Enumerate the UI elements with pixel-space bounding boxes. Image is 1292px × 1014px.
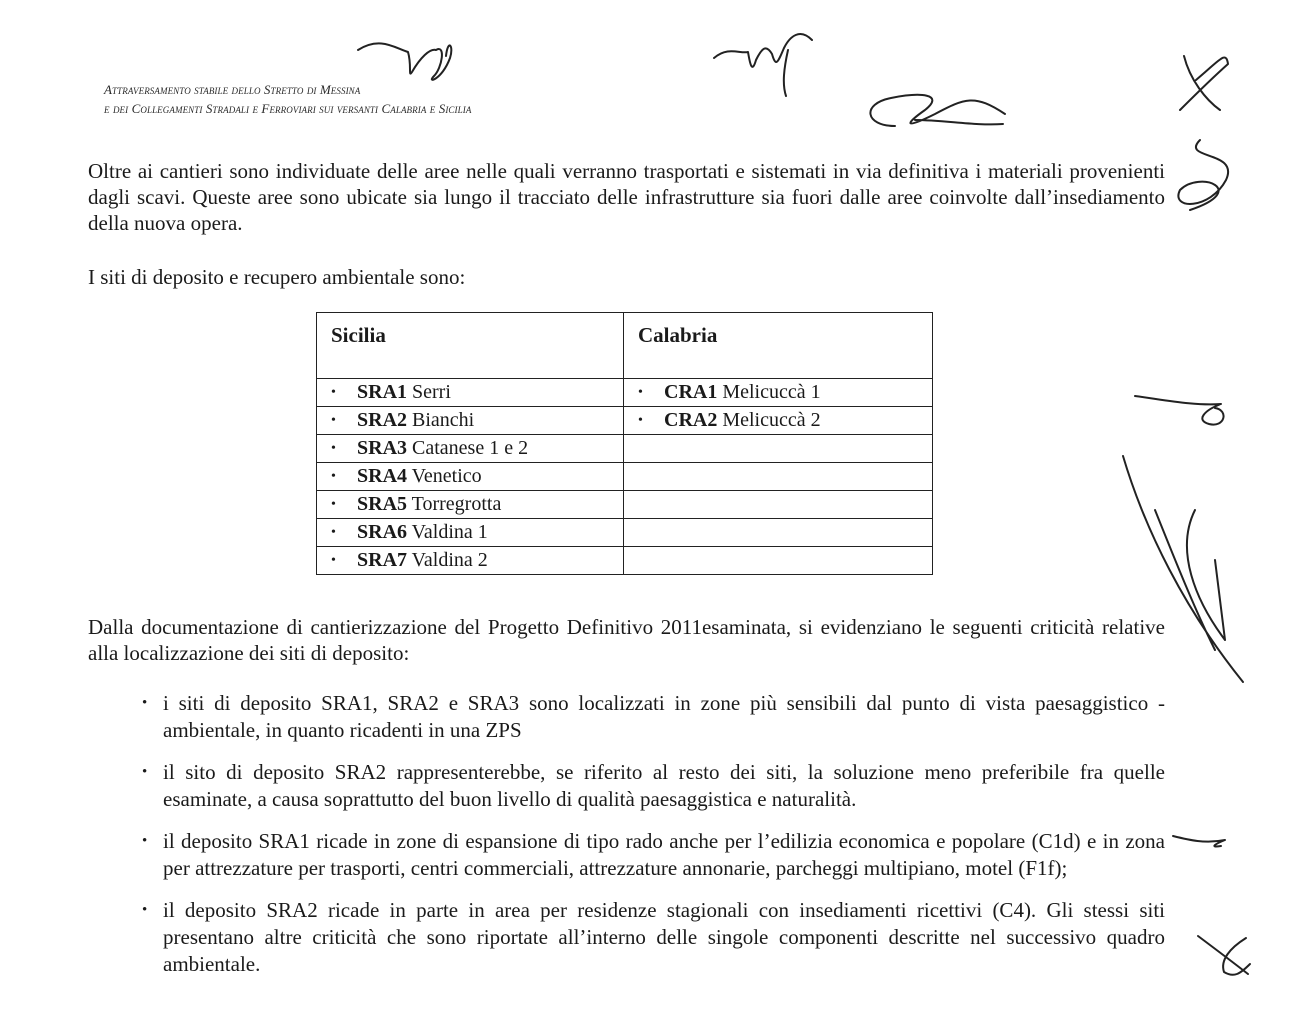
site-name: Venetico bbox=[411, 465, 482, 487]
site-cell-calabria bbox=[624, 379, 933, 407]
site-code: SRA3 bbox=[357, 437, 408, 459]
deposit-sites-table bbox=[316, 312, 933, 575]
site-cell-calabria bbox=[624, 519, 933, 547]
table-row bbox=[317, 379, 933, 407]
site-cell-sicilia bbox=[317, 547, 624, 575]
column-header-calabria: Calabria bbox=[624, 313, 933, 379]
bullet-icon: • bbox=[331, 553, 336, 568]
table-row bbox=[317, 435, 933, 463]
list-item-text: il sito di deposito SRA2 rappresenterebbe, se riferito al resto dei siti, la soluzione meno preferibile fra quelle esaminate, a causa soprattutto del buon livello di qualità paesaggistica e naturalità. bbox=[163, 760, 1165, 811]
site-cell-sicilia bbox=[317, 463, 624, 491]
site-cell-sicilia bbox=[317, 491, 624, 519]
signature-top-middle bbox=[708, 24, 828, 104]
column-header-sicilia: Sicilia bbox=[317, 313, 624, 379]
site-code: CRA1 bbox=[664, 381, 718, 403]
site-name: Melicuccà 1 bbox=[722, 381, 821, 403]
site-code: SRA4 bbox=[357, 465, 408, 487]
list-item-text: il deposito SRA1 ricade in zone di espansione di tipo rado anche per l’edilizia economica e popolare (C1d) e in zona per attrezzature per trasporti, centri commerciali, attrezzature annonarie, parcheggi multipiano, motel (F1f); bbox=[163, 829, 1165, 880]
bullet-icon: • bbox=[142, 764, 148, 780]
site-cell-calabria bbox=[624, 547, 933, 575]
site-name: Melicuccà 2 bbox=[722, 409, 821, 431]
site-code: SRA6 bbox=[357, 521, 408, 543]
site-code: CRA2 bbox=[664, 409, 718, 431]
list-item-text: i siti di deposito SRA1, SRA2 e SRA3 sono localizzati in zone più sensibili dal punto di vista paesaggistico - ambientale, in quanto ricadenti in una ZPS bbox=[163, 691, 1165, 742]
list-item bbox=[140, 828, 1165, 882]
intro-paragraph: Oltre ai cantieri sono individuate delle aree nelle quali verranno trasportati e sistemati in via definitiva i materiali provenienti dagli scavi. Queste aree sono ubicate sia lungo il tracciato delle infrastrutture sia fuori dalle aree coinvolte dall’insediamento della nuova opera. bbox=[88, 159, 1165, 235]
site-name: Torregrotta bbox=[411, 493, 502, 515]
bullet-icon: • bbox=[142, 695, 148, 711]
table-row bbox=[317, 547, 933, 575]
analysis-intro: Dalla documentazione di cantierizzazione del Progetto Definitivo 2011esaminata, si evidenziano le seguenti criticità relative alla localizzazione dei siti di deposito: bbox=[88, 615, 1165, 665]
bullet-icon: • bbox=[142, 833, 148, 849]
sites-intro: I siti di deposito e recupero ambientale sono: bbox=[88, 265, 466, 289]
bullet-icon: • bbox=[142, 902, 148, 918]
site-cell-sicilia bbox=[317, 435, 624, 463]
signature-right-margin-top bbox=[1150, 40, 1260, 220]
bullet-icon: • bbox=[331, 469, 336, 484]
bullet-icon: • bbox=[331, 525, 336, 540]
bullet-icon: • bbox=[638, 385, 643, 400]
bullet-icon: • bbox=[331, 497, 336, 512]
site-name: Valdina 1 bbox=[411, 521, 488, 543]
bullet-icon: • bbox=[638, 413, 643, 428]
site-name: Catanese 1 e 2 bbox=[412, 437, 529, 459]
document-header bbox=[104, 80, 471, 118]
list-item-text: il deposito SRA2 ricade in parte in area per residenze stagionali con insediamenti ricettivi (C4). Gli stessi siti presentano altre criticità che sono riportate all’interno delle singole componenti descritte nel successivo quadro ambientale. bbox=[163, 898, 1165, 976]
site-code: SRA5 bbox=[357, 493, 408, 515]
header-line-2: e dei Collegamenti Stradali e Ferroviari sui versanti Calabria e Sicilia bbox=[104, 101, 472, 116]
signature-right-margin-small-2 bbox=[1190, 928, 1260, 988]
table-row bbox=[317, 491, 933, 519]
table-row bbox=[317, 463, 933, 491]
site-cell-calabria bbox=[624, 407, 933, 435]
header-line-1: Attraversamento stabile dello Stretto di Messina bbox=[104, 82, 361, 97]
bullet-icon: • bbox=[331, 385, 336, 400]
site-code: SRA7 bbox=[357, 549, 408, 571]
table-body bbox=[317, 379, 933, 575]
site-code: SRA1 bbox=[357, 381, 408, 403]
site-cell-sicilia bbox=[317, 379, 624, 407]
bullet-icon: • bbox=[331, 441, 336, 456]
site-cell-sicilia bbox=[317, 407, 624, 435]
signature-right-margin-mid bbox=[1125, 380, 1245, 440]
site-cell-calabria bbox=[624, 491, 933, 519]
site-cell-calabria bbox=[624, 463, 933, 491]
site-name: Valdina 2 bbox=[411, 549, 488, 571]
bullet-icon: • bbox=[331, 413, 336, 428]
table-row bbox=[317, 407, 933, 435]
signature-right-margin-small-1 bbox=[1165, 826, 1235, 856]
site-cell-calabria bbox=[624, 435, 933, 463]
site-name: Serri bbox=[412, 381, 451, 403]
signature-top-right-loop bbox=[855, 74, 1025, 144]
list-item bbox=[140, 759, 1165, 813]
site-cell-sicilia bbox=[317, 519, 624, 547]
table-row bbox=[317, 519, 933, 547]
list-item bbox=[140, 690, 1165, 744]
list-item bbox=[140, 897, 1165, 978]
criticalities-list bbox=[140, 690, 1165, 993]
site-name: Bianchi bbox=[412, 409, 475, 431]
site-code: SRA2 bbox=[357, 409, 408, 431]
